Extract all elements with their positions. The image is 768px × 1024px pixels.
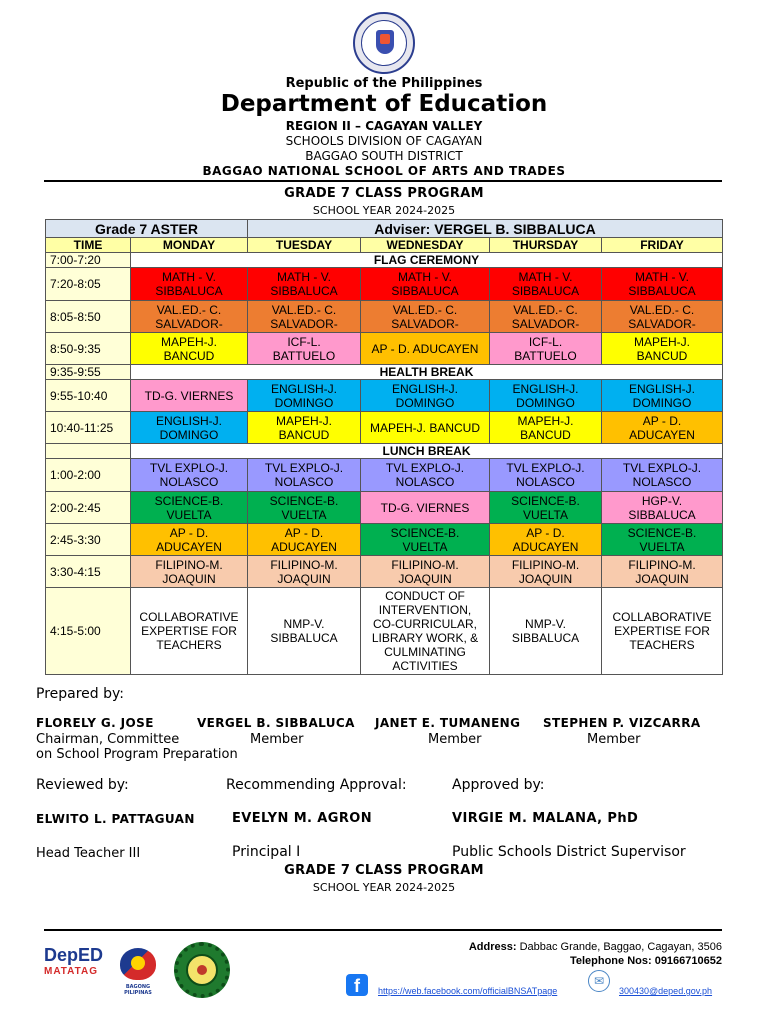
recommending-label: Recommending Approval: [226, 777, 407, 793]
schedule-row [46, 412, 723, 444]
time-slot: 3:30-4:15 [46, 556, 131, 588]
schedule-row [46, 588, 723, 675]
column-header-thursday: THURSDAY [490, 238, 602, 253]
program-title: GRADE 7 CLASS PROGRAM [284, 186, 484, 201]
reviewed-by-label: Reviewed by: [36, 777, 129, 793]
address-label: Address: [468, 941, 517, 953]
subject-cell: SCIENCE-B. VUELTA [361, 524, 490, 556]
matatag-text: MATATAG [44, 966, 99, 977]
break-row-label: FLAG CEREMONY [131, 253, 723, 268]
time-slot: 2:00-2:45 [46, 492, 131, 524]
preparer-role-line2: on School Program Preparation [36, 747, 238, 762]
subject-cell: TVL EXPLO-J. NOLASCO [361, 459, 490, 492]
class-schedule-table [45, 219, 723, 675]
subject-cell: ICF-L. BATTUELO [490, 333, 602, 365]
district-line: BAGGAO SOUTH DISTRICT [305, 149, 463, 163]
school-seal-logo [174, 942, 230, 998]
mail-icon[interactable]: ✉ [588, 970, 610, 992]
subject-cell: ENGLISH-J. DOMINGO [248, 380, 361, 412]
subject-cell: MAPEH-J. BANCUD [131, 333, 248, 365]
footer-divider [44, 929, 722, 931]
deped-seal-logo [353, 12, 415, 74]
subject-cell: AP - D. ADUCAYEN [248, 524, 361, 556]
subject-cell: TD-G. VIERNES [361, 492, 490, 524]
telephone-line: Telephone Nos: 09166710652 [569, 955, 722, 967]
bagong-pilipinas-text: BAGONG PILIPINAS [124, 984, 152, 996]
time-slot: 4:15-5:00 [46, 588, 131, 675]
preparer-name-1: FLORELY G. JOSE [36, 716, 154, 730]
schedule-row [46, 492, 723, 524]
column-header-friday: FRIDAY [602, 238, 723, 253]
subject-cell: MATH - V. SIBBALUCA [131, 268, 248, 301]
header-divider [44, 180, 722, 182]
column-header-tuesday: TUESDAY [248, 238, 361, 253]
subject-cell: ENGLISH-J. DOMINGO [490, 380, 602, 412]
subject-cell: CONDUCT OF INTERVENTION, CO-CURRICULAR, LIBRARY WORK, & CULMINATING ACTIVITIES [361, 588, 490, 675]
address-text: Dabbac Grande, Baggao, Cagayan, 3506 [519, 941, 722, 953]
schedule-row [46, 253, 723, 268]
adviser-name: Adviser: VERGEL B. SIBBALUCA [248, 220, 723, 238]
preparer-role-3: Member [428, 732, 482, 747]
deped-matatag-logo [44, 945, 106, 995]
preparer-name-4: STEPHEN P. VIZCARRA [543, 716, 701, 730]
recommender-name: EVELYN M. AGRON [232, 811, 372, 826]
subject-cell: TVL EXPLO-J. NOLASCO [490, 459, 602, 492]
subject-cell: MATH - V. SIBBALUCA [602, 268, 723, 301]
subject-cell: SCIENCE-B. VUELTA [602, 524, 723, 556]
time-slot: 8:50-9:35 [46, 333, 131, 365]
school-year: SCHOOL YEAR 2024-2025 [312, 204, 456, 217]
schedule-row [46, 365, 723, 380]
division-line: SCHOOLS DIVISION OF CAGAYAN [285, 134, 483, 148]
subject-cell: VAL.ED.- C. SALVADOR- [490, 301, 602, 333]
column-header-monday: MONDAY [131, 238, 248, 253]
schedule-row [46, 301, 723, 333]
school-name: BAGGAO NATIONAL SCHOOL OF ARTS AND TRADES [202, 164, 566, 178]
subject-cell: SCIENCE-B. VUELTA [248, 492, 361, 524]
subject-cell: COLLABORATIVE EXPERTISE FOR TEACHERS [131, 588, 248, 675]
subject-cell: AP - D. ADUCAYEN [131, 524, 248, 556]
subject-cell: ENGLISH-J. DOMINGO [602, 380, 723, 412]
subject-cell: TD-G. VIERNES [131, 380, 248, 412]
republic-line: Republic of the Philippines [285, 76, 483, 91]
column-header-time: TIME [46, 238, 131, 253]
subject-cell: AP - D. ADUCAYEN [490, 524, 602, 556]
address-line [469, 941, 722, 953]
subject-cell: FILIPINO-M. JOAQUIN [361, 556, 490, 588]
bagong-pilipinas-logo [112, 948, 164, 996]
time-slot: 7:20-8:05 [46, 268, 131, 301]
reviewer-name: ELWITO L. PATTAGUAN [36, 812, 195, 826]
time-slot: 1:00-2:00 [46, 459, 131, 492]
subject-cell: MAPEH-J. BANCUD [602, 333, 723, 365]
schedule-row [46, 524, 723, 556]
schedule-row [46, 556, 723, 588]
break-row-label: LUNCH BREAK [131, 444, 723, 459]
approved-by-label: Approved by: [452, 777, 545, 793]
subject-cell: MAPEH-J. BANCUD [248, 412, 361, 444]
reviewer-role: Head Teacher III [36, 846, 141, 861]
section-name: Grade 7 ASTER [46, 220, 248, 238]
subject-cell: HGP-V. SIBBALUCA [602, 492, 723, 524]
department-title: Department of Education [220, 91, 548, 117]
subject-cell: SCIENCE-B. VUELTA [131, 492, 248, 524]
schedule-row [46, 333, 723, 365]
subject-cell: MAPEH-J. BANCUD [361, 412, 490, 444]
subject-cell: NMP-V. SIBBALUCA [490, 588, 602, 675]
subject-cell: FILIPINO-M. JOAQUIN [490, 556, 602, 588]
schedule-row [46, 380, 723, 412]
preparer-name-3: JANET E. TUMANENG [375, 716, 521, 730]
subject-cell: MATH - V. SIBBALUCA [361, 268, 490, 301]
schedule-row [46, 268, 723, 301]
time-slot: 7:00-7:20 [46, 253, 131, 268]
preparer-role-4: Member [587, 732, 641, 747]
approver-name: VIRGIE M. MALANA, PhD [452, 811, 639, 826]
facebook-icon[interactable]: f [346, 974, 368, 996]
schedule-row [46, 459, 723, 492]
break-row-label: HEALTH BREAK [131, 365, 723, 380]
prepared-by-label: Prepared by: [36, 686, 124, 702]
time-slot: 9:35-9:55 [46, 365, 131, 380]
column-header-wednesday: WEDNESDAY [361, 238, 490, 253]
subject-cell: ENGLISH-J. DOMINGO [131, 412, 248, 444]
time-slot [46, 444, 131, 459]
region-line: REGION II – CAGAYAN VALLEY [285, 119, 483, 133]
subject-cell: COLLABORATIVE EXPERTISE FOR TEACHERS [602, 588, 723, 675]
subject-cell: SCIENCE-B. VUELTA [490, 492, 602, 524]
repeat-program-title: GRADE 7 CLASS PROGRAM [284, 863, 484, 878]
subject-cell: AP - D. ADUCAYEN [602, 412, 723, 444]
preparer-role-2: Member [250, 732, 304, 747]
time-slot: 10:40-11:25 [46, 412, 131, 444]
time-slot: 2:45-3:30 [46, 524, 131, 556]
subject-cell: ICF-L. BATTUELO [248, 333, 361, 365]
subject-cell: VAL.ED.- C. SALVADOR- [361, 301, 490, 333]
deped-logo-text: DepED [44, 945, 104, 965]
time-slot: 8:05-8:50 [46, 301, 131, 333]
facebook-link[interactable]: https://web.facebook.com/officialBNSATpage [378, 986, 558, 996]
subject-cell: MATH - V. SIBBALUCA [490, 268, 602, 301]
subject-cell: NMP-V. SIBBALUCA [248, 588, 361, 675]
email-link[interactable]: 300430@deped.gov.ph [619, 986, 713, 996]
subject-cell: FILIPINO-M. JOAQUIN [602, 556, 723, 588]
preparer-name-2: VERGEL B. SIBBALUCA [197, 716, 355, 730]
subject-cell: MAPEH-J. BANCUD [490, 412, 602, 444]
subject-cell: FILIPINO-M. JOAQUIN [248, 556, 361, 588]
preparer-role-1: Chairman, Committee [36, 732, 180, 747]
subject-cell: VAL.ED.- C. SALVADOR- [248, 301, 361, 333]
recommender-role: Principal I [232, 844, 301, 860]
time-slot: 9:55-10:40 [46, 380, 131, 412]
approver-role: Public Schools District Supervisor [452, 844, 686, 860]
subject-cell: TVL EXPLO-J. NOLASCO [131, 459, 248, 492]
subject-cell: ENGLISH-J. DOMINGO [361, 380, 490, 412]
repeat-school-year: SCHOOL YEAR 2024-2025 [312, 881, 456, 894]
subject-cell: VAL.ED.- C. SALVADOR- [602, 301, 723, 333]
subject-cell: VAL.ED.- C. SALVADOR- [131, 301, 248, 333]
schedule-row [46, 444, 723, 459]
subject-cell: FILIPINO-M. JOAQUIN [131, 556, 248, 588]
subject-cell: TVL EXPLO-J. NOLASCO [248, 459, 361, 492]
subject-cell: MATH - V. SIBBALUCA [248, 268, 361, 301]
subject-cell: TVL EXPLO-J. NOLASCO [602, 459, 723, 492]
subject-cell: AP - D. ADUCAYEN [361, 333, 490, 365]
